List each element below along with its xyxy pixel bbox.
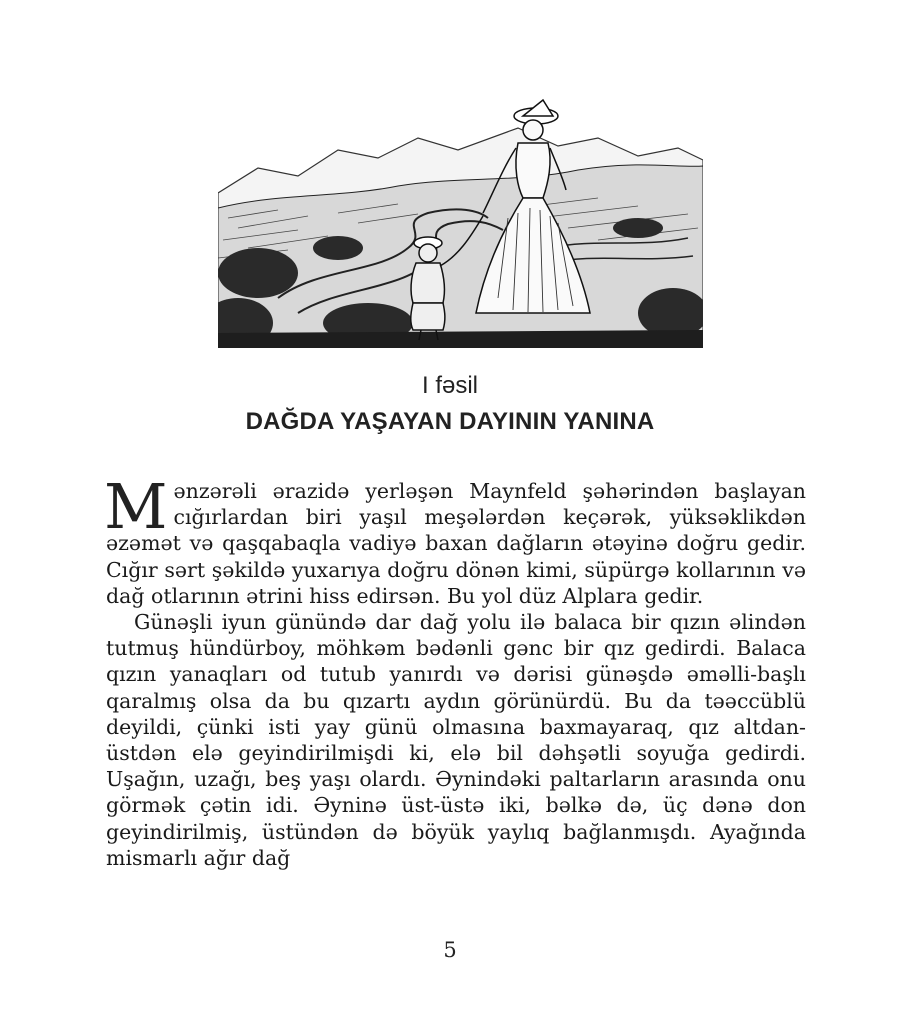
chapter-illustration [218, 98, 703, 348]
paragraph-1 [104, 470, 806, 609]
chapter-body [104, 470, 806, 871]
chapter-title: DAĞDA YAŞAYAN DAYININ YANINA [245, 408, 655, 435]
chapter-number: I fəsil [421, 372, 478, 399]
page-number: 5 [443, 938, 457, 962]
paragraph-1-text: ənzərəli ərazidə yerləşən Maynfeld şəhərindən başlayan cığırlardan biri yaşıl meşələrdən keçərək, yüksəklikdən əzəmət və qaşqabaqla vadiyə baxan dağların ətəyinə doğru gedir. Cığır sərt şəkildə yuxarıya doğru dönən kimi, süpürgə kollarının və dağ otlarının ətrini hiss edirsən. Bu yol düz Alplara gedir. [106, 479, 806, 608]
paragraph-2: Günəşli iyun günündə dar dağ yolu ilə balaca bir qızın əlindən tutmuş hündürboy, möhkəm bədənli gənc bir qız gedirdi. Balaca qızın yanaqları od tutub yanırdı və dərisi günəşdə əməlli-başlı qaralmış olsa da bu qızartı aydın görünürdü. Bu da təəccüblü deyildi, çünki isti yay günü olmasına baxmayaraq, qız altdan-üstdən elə geyindirilmişdi ki, elə bil dəhşətli soyuğa gedirdi. Uşağın, uzağı, beş yaşı olardı. Əynindəki paltarların arasında onu görmək çətin idi. Əyninə üst-üstə iki, bəlkə də, üç dənə don geyindirilmiş, üstündən də böyük yaylıq bağlanmışdı. Ayağında mismarlı ağır dağ [106, 610, 806, 870]
drop-cap: M [104, 470, 168, 543]
woman-and-child-illustration-icon [218, 98, 703, 348]
